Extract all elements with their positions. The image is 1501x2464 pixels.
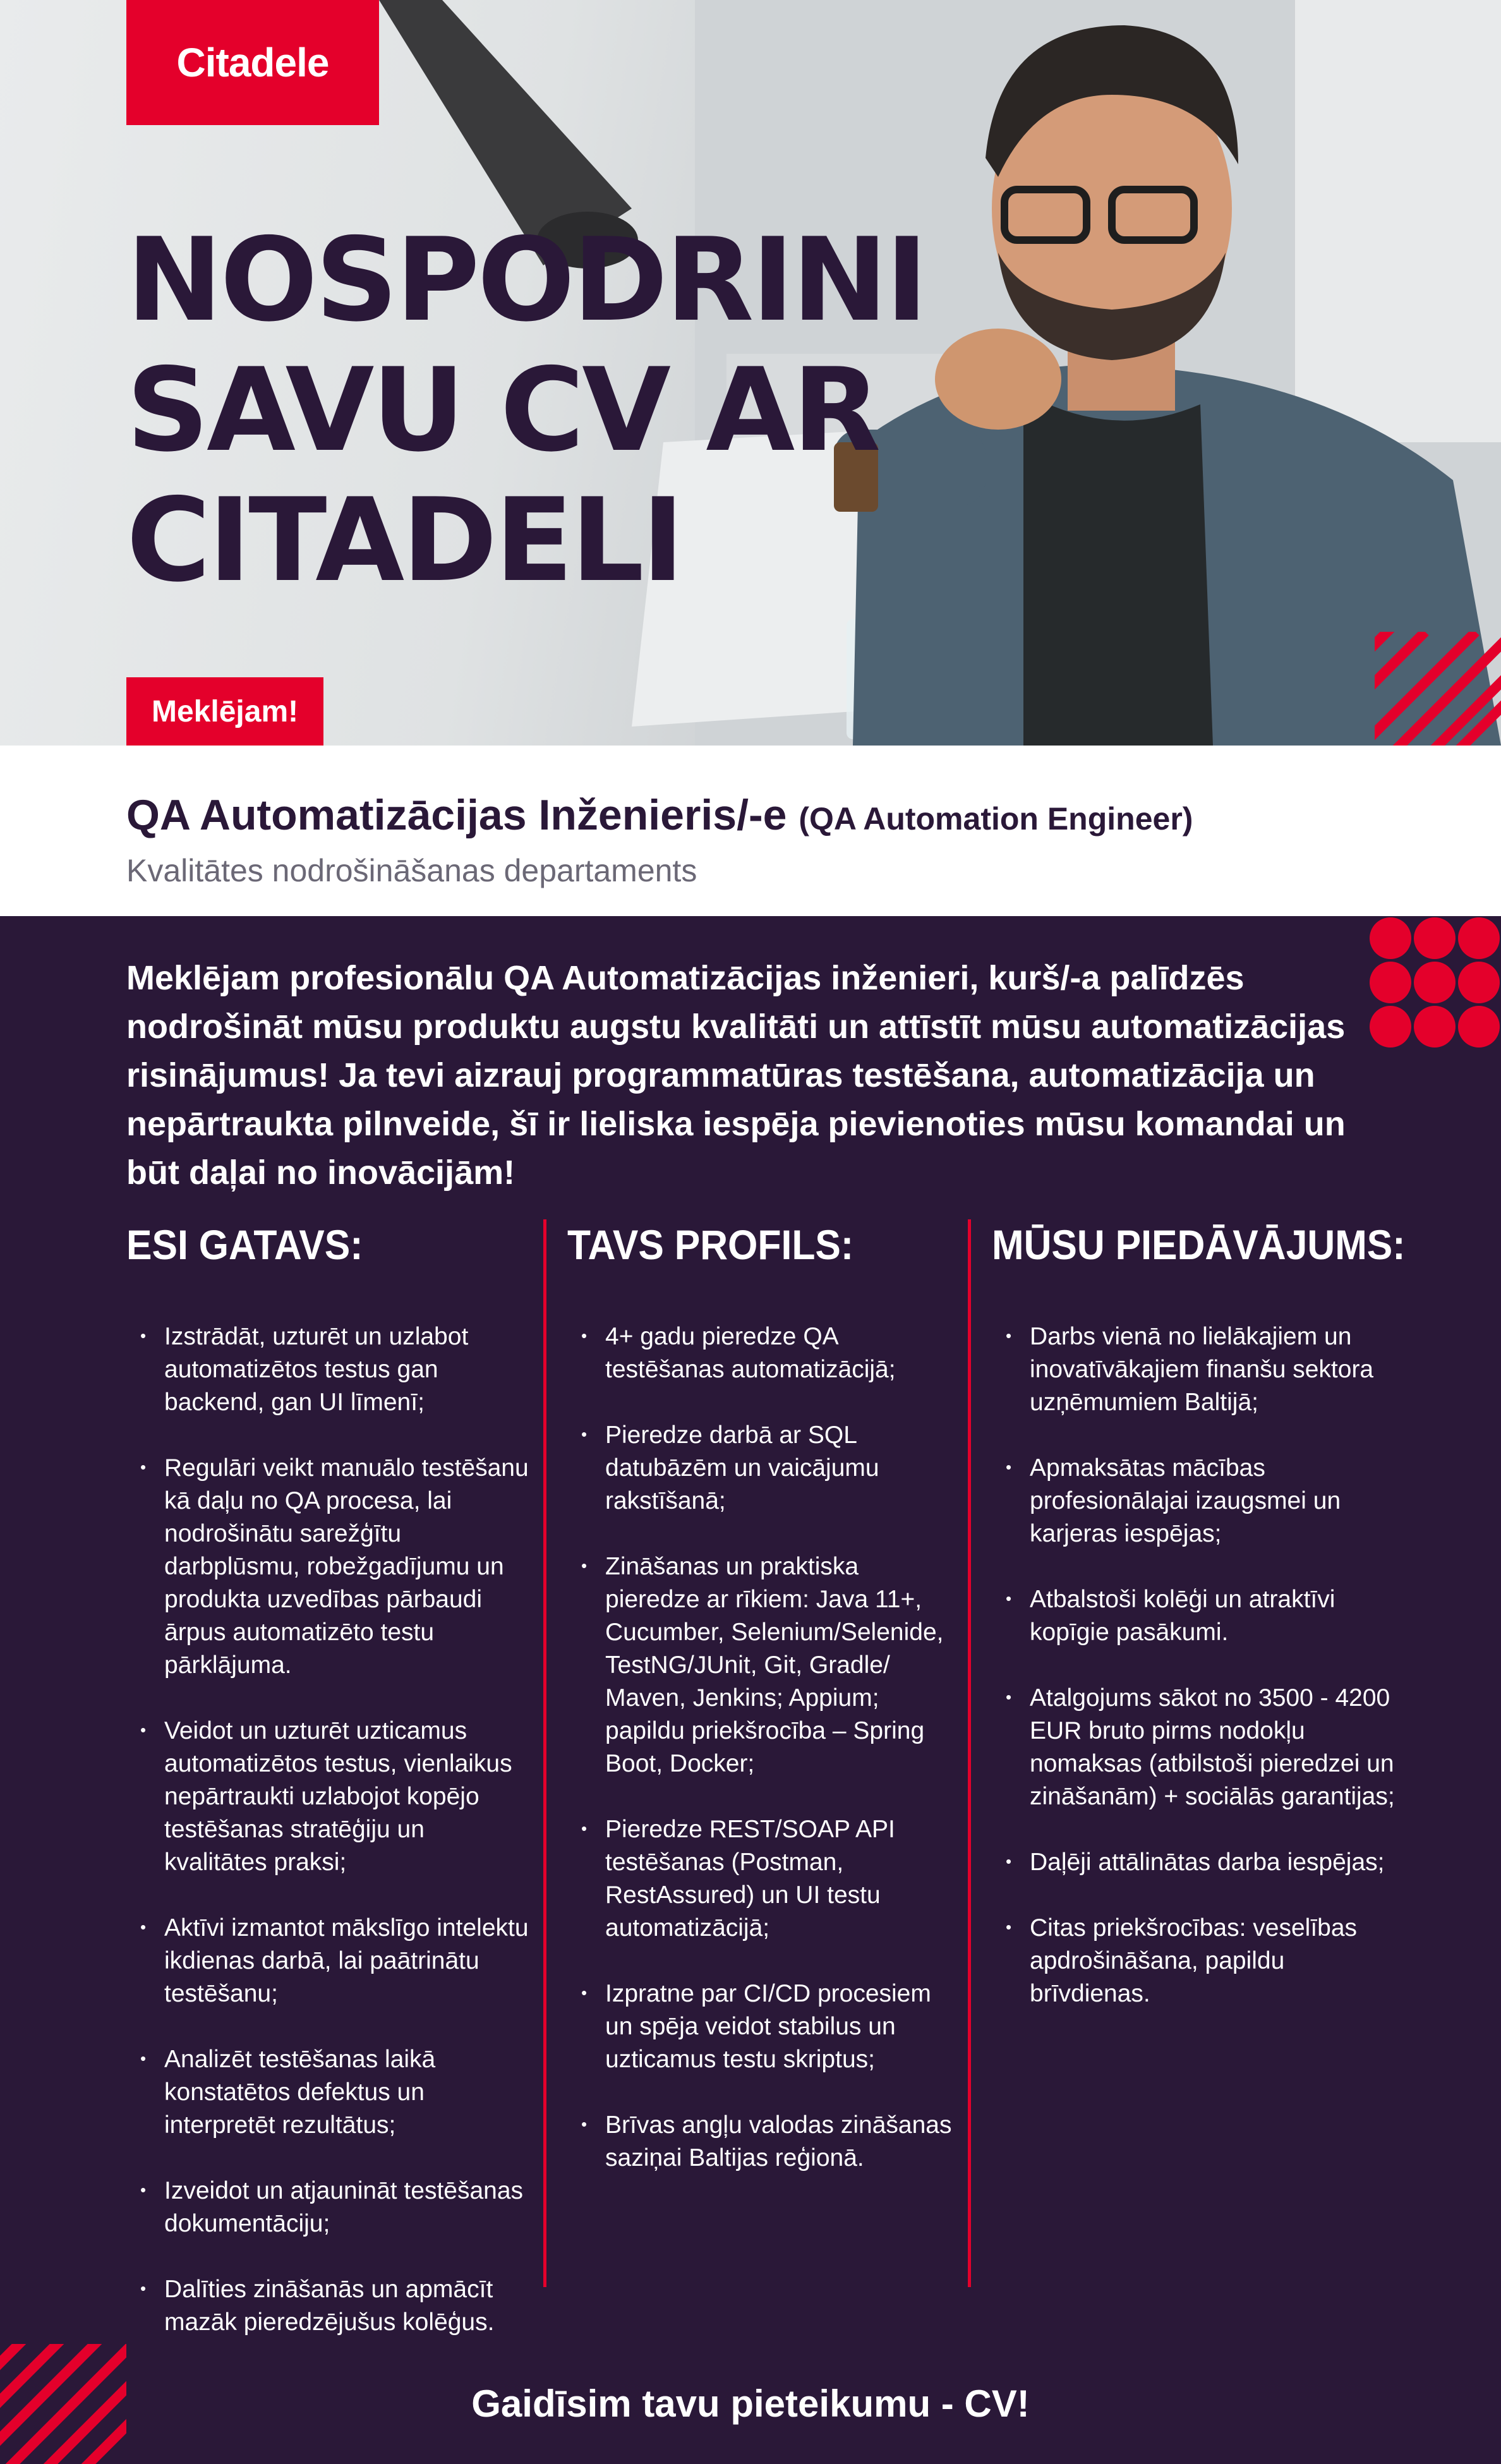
brand-logo [126,0,379,125]
responsibilities-list [126,1320,531,2339]
profile-list [567,1320,959,2175]
job-title-band [0,746,1501,916]
column-divider [968,1219,971,2287]
column-profile [567,1219,959,2207]
dots-decoration-icon [1368,916,1501,1049]
column-heading: TAVS PROFILS: [567,1221,854,1268]
list-item: • Izpratne par CI/CD procesiem un spēja veidot stabilus un uzticamus testu skriptus; [567,1978,959,2076]
brand-name: Citadele [176,40,329,85]
list-item: • Brīvas angļu valodas zināšanas saziņai Baltijas reģionā. [567,2109,959,2175]
list-item: • Pieredze REST/SOAP API testēšanas (Postman, RestAssured) un UI testu automatizācijā; [567,1813,959,1945]
job-title [126,790,1193,844]
list-item: • Aktīvi izmantot mākslīgo intelektu ikdienas darbā, lai paātrinātu testēšanu; [126,1912,531,2010]
list-item: • Regulāri veikt manuālo testēšanu kā daļu no QA procesa, lai nodrošinātu sarežģītu darbplūsmu, robežgadījumu un produkta uzvedības pārbaudi ārpus automatizēto testu pārklājuma. [126,1452,531,1682]
column-responsibilities [126,1219,531,2372]
list-item: • Veidot un uzturēt uzticamus automatizētos testus, vienlaikus nepārtraukti uzlabojot kopējo testēšanas stratēģiju un kvalitātes praksi; [126,1715,531,1879]
list-item: • Apmaksātas mācības profesionālajai izaugsmei un karjeras iespējas; [992,1452,1396,1550]
details-columns [0,1219,1501,2336]
hiring-badge: Meklējam! [126,677,323,746]
department-name: Kvalitātes nodrošināšanas departaments [126,853,697,888]
stripes-decoration-icon [1375,632,1501,746]
list-item: • Pieredze darbā ar SQL datubāzēm un vaicājumu rakstīšanā; [567,1419,959,1518]
headline-line-3: CITADELI [126,473,682,607]
intro-text: Meklējam profesionālu QA Automatizācijas inženieri, kurš/-a palīdzēs nodrošināt mūsu produktu augstu kvalitāti un attīstīt mūsu automatizācijas risinājumus! Ja tevi aizrauj programmatūras testēšana, automatizācija un nepārtraukta pilnveide, šī ir lieliska iespēja pievienoties mūsu komandai un būt daļai no inovācijām! [126,959,1346,1192]
column-heading: MŪSU PIEDĀVĀJUMS: [992,1221,1406,1268]
column-offer [992,1219,1406,2043]
offer-list [992,1320,1396,2010]
list-item: • Izveidot un atjaunināt testēšanas dokumentāciju; [126,2175,531,2240]
closing-call-to-action: Gaidīsim tavu pieteikumu - CV! [471,2382,1030,2425]
list-item: • Dalīties zināšanās un apmācīt mazāk pieredzējušus kolēģus. [126,2273,531,2339]
list-item: • Daļēji attālinātas darba iespējas; [992,1846,1396,1879]
list-item: • Atalgojums sākot no 3500 - 4200 EUR bruto pirms nodokļu nomaksas (atbilstoši pieredzei un zināšanām) + sociālās garantijas; [992,1682,1396,1813]
list-item: • 4+ gadu pieredze QA testēšanas automatizācijā; [567,1320,959,1386]
column-heading: ESI GATAVS: [126,1221,363,1268]
list-item: • Zināšanas un praktiska pieredze ar rīkiem: Java 11+, Cucumber, Selenium/Selenide, TestNG/JUnit, Git, Gradle/ Maven, Jenkins; Appium; papildu priekšrocība – Spring Boot, Docker; [567,1550,959,1780]
job-title-lv: QA Automatizācijas Inženieris/-e [126,791,787,839]
job-title-en: (QA Automation Engineer) [799,801,1193,836]
hero-section [0,0,1501,746]
headline-line-1: NOSPODRINI [126,213,926,347]
page-headline [126,213,926,607]
headline-line-2: SAVU CV AR [126,343,879,477]
list-item: • Izstrādāt, uzturēt un uzlabot automatizētos testus gan backend, gan UI līmenī; [126,1320,531,1419]
list-item: • Analizēt testēšanas laikā konstatētos defektus un interpretēt rezultātus; [126,2043,531,2142]
list-item: • Darbs vienā no lielākajiem un inovatīvākajiem finanšu sektora uzņēmumiem Baltijā; [992,1320,1396,1419]
column-divider [543,1219,546,2287]
list-item: • Citas priekšrocības: veselības apdrošināšana, papildu brīvdienas. [992,1912,1396,2010]
list-item: • Atbalstoši kolēģi un atraktīvi kopīgie pasākumi. [992,1583,1396,1649]
